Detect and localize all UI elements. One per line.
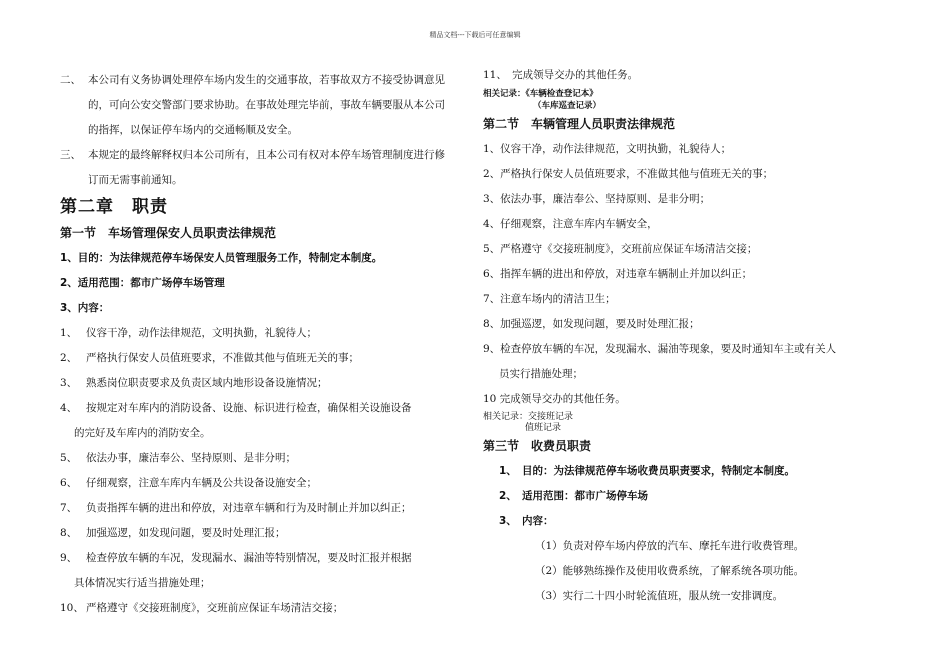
list-item-number: 3、 xyxy=(60,377,78,389)
list-item: 2、严格执行保安人员值班要求，不准做其他与值班无关的事； xyxy=(483,168,774,180)
section-1-scope: 2、适用范围：都市广场停车场管理 xyxy=(60,277,225,289)
list-item-text: 依法办事，廉洁奉公、坚持原则、是非分明； xyxy=(86,452,296,464)
paragraph-2-line-3: 的指挥，以保证停车场内的交通畅顺及安全。 xyxy=(88,124,298,136)
list-item-text: 熟悉岗位职责要求及负责区域内地形设备设施情况； xyxy=(86,377,328,389)
list-item-number: 10、 xyxy=(60,602,84,614)
list-item-text: 检查停放车辆的车况，发现漏水、漏油等特别情况，要及时汇报并根据 xyxy=(86,552,412,564)
list-item xyxy=(60,496,455,521)
list-item-continuation: 具体情况实行适当措施处理； xyxy=(74,577,211,589)
list-item xyxy=(60,346,455,371)
section-1-title: 第一节 车场管理保安人员职责法律规范 xyxy=(60,226,277,240)
list-item: 6、指挥车辆的进出和停放，对违章车辆制止并加以纠正； xyxy=(483,268,753,280)
list-item xyxy=(60,596,455,621)
related-records-2: 相关记录：交接班记录 xyxy=(483,412,574,422)
list-item: 5、严格遵守《交接班制度》，交班前应保证车场清洁交接； xyxy=(483,243,758,255)
chapter-title: 第二章 职责 xyxy=(60,197,168,217)
list-item-text: 按规定对车库内的消防设备、设施、标识进行检查，确保相关设施设备 xyxy=(86,402,412,414)
list-item-number: 7、 xyxy=(60,502,78,514)
paragraph-3-line-2: 订而无需事前通知。 xyxy=(88,174,183,186)
paragraph-3-number: 三、 xyxy=(60,149,81,161)
list-item-text: 加强巡逻，如发现问题，要及时处理汇报； xyxy=(86,527,286,539)
related-record-duty: 值班记录 xyxy=(525,423,562,433)
list-item-text: 仪容干净，动作法律规范，文明执勤，礼貌待人； xyxy=(86,327,317,339)
list-item-text: 负责指挥车辆的进出和停放，对违章车辆和行为及时制止并加以纠正； xyxy=(86,502,412,514)
list-item-number: 9、 xyxy=(60,552,78,564)
item-11: 11、 完成领导交办的其他任务。 xyxy=(483,69,639,81)
list-item-continuation: 的完好及车库内的消防安全。 xyxy=(74,427,211,439)
list-item xyxy=(60,396,455,421)
paragraph-2-text: 本公司有义务协调处理停车场内发生的交通事故，若事故双方不接受协调意见 xyxy=(88,74,445,86)
list-item-text: 仔细观察，注意车库内车辆及公共设备设施安全； xyxy=(86,477,317,489)
related-record-vehicle-check: 《车辆检查登记本》 xyxy=(525,89,598,99)
list-item-text: 严格执行保安人员值班要求，不准做其他与值班无关的事； xyxy=(86,352,359,364)
section-3-scope: 2、 适用范围：都市广场停车场 xyxy=(499,490,649,502)
section-2-title: 第二节 车辆管理人员职责法律规范 xyxy=(483,117,676,131)
section-3-purpose: 1、 目的：为法律规范停车场收费员职责要求，特制定本制度。 xyxy=(499,465,796,477)
list-item: 4、仔细观察，注意车库内车辆安全， xyxy=(483,218,658,230)
list-item: 8、加强巡逻，如发现问题，要及时处理汇报； xyxy=(483,318,700,330)
section-3-item: （2）能够熟练操作及使用收费系统，了解系统各项功能。 xyxy=(535,565,805,577)
section-3-item: （3）实行二十四小时轮流值班，服从统一安排调度。 xyxy=(535,590,784,602)
list-item-number: 5、 xyxy=(60,452,78,464)
section-1-purpose: 1、目的：为法律规范停车场保安人员管理服务工作，特制定本制度。 xyxy=(60,252,383,264)
section-3-content-label: 3、 内容： xyxy=(499,515,554,527)
list-item: 1、仪容干净，动作法律规范，文明执勤，礼貌待人； xyxy=(483,143,732,155)
list-item-number: 1、 xyxy=(60,327,78,339)
list-item-number: 6、 xyxy=(60,477,78,489)
section-3-title: 第三节 收费员职责 xyxy=(483,439,592,453)
list-item xyxy=(60,521,455,546)
paragraph-2-line-2: 的，可向公安交警部门要求协助。在事故处理完毕前，事故车辆要服从本公司 xyxy=(88,99,445,111)
list-item: 9、检查停放车辆的车况，发现漏水、漏油等现象，要及时通知车主或有关人 xyxy=(483,343,837,355)
list-item: 7、注意车场内的清洁卫生； xyxy=(483,293,616,305)
paragraph-2-number: 二、 xyxy=(60,74,81,86)
list-item-text: 严格遵守《交接班制度》，交班前应保证车场清洁交接； xyxy=(86,602,344,614)
paragraph-3-text: 本规定的最终解释权归本公司所有，且本公司有权对本停车场管理制度进行修 xyxy=(88,149,445,161)
left-column xyxy=(60,68,455,621)
section-3-item: （1）负责对停车场内停放的汽车、摩托车进行收费管理。 xyxy=(535,540,805,552)
section-1-content-label: 3、内容： xyxy=(60,302,110,314)
list-item: 3、依法办事，廉洁奉公、坚持原则、是非分明； xyxy=(483,193,711,205)
page-header: 精品文档---下载后可任意编辑 xyxy=(429,31,521,39)
list-item xyxy=(60,371,455,396)
list-item xyxy=(60,446,455,471)
list-item-number: 4、 xyxy=(60,402,78,414)
list-item-number: 2、 xyxy=(60,352,78,364)
paragraph-3-line-1 xyxy=(60,143,455,168)
list-item xyxy=(60,471,455,496)
list-item: 10 完成领导交办的其他任务。 xyxy=(483,393,626,405)
list-item xyxy=(60,546,455,571)
related-records-1 xyxy=(483,88,903,100)
list-item xyxy=(60,321,455,346)
related-record-garage-patrol: （车库巡查记录） xyxy=(533,101,602,111)
list-item-number: 8、 xyxy=(60,527,78,539)
paragraph-2-line-1 xyxy=(60,68,455,93)
right-column xyxy=(483,68,903,609)
list-item-continuation: 员实行措施处理； xyxy=(499,368,583,380)
related-records-label: 相关记录： xyxy=(483,89,526,99)
